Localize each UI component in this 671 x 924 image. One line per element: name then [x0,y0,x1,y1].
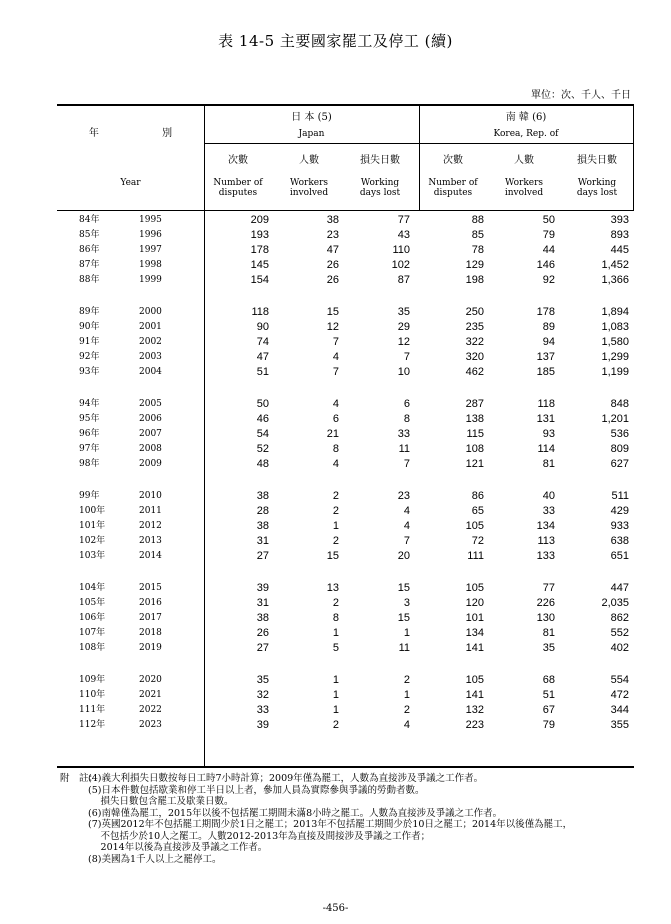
value-cell: 33 [542,505,555,517]
table-row [57,305,634,319]
value-cell: 15 [397,612,410,624]
value-cell: 7 [403,351,410,363]
value-cell: 43 [397,229,410,241]
year-cell: 2020 [139,675,162,685]
year-cell: 2015 [139,583,162,593]
table-top-rule [57,104,634,106]
value-cell: 26 [326,259,339,271]
value-cell: 933 [610,520,629,532]
value-cell: 552 [610,627,629,639]
roc-year-cell: 102年 [79,536,106,546]
table-row [57,442,634,456]
roc-year-cell: 93年 [79,367,100,377]
value-cell: 322 [465,336,484,348]
year-cell: 2016 [139,598,162,608]
value-cell: 393 [610,214,629,226]
table-row [57,611,634,625]
value-cell: 86 [471,490,484,502]
value-cell: 154 [250,274,269,286]
value-cell: 554 [610,674,629,686]
value-cell: 15 [397,582,410,594]
value-cell: 48 [256,458,269,470]
value-cell: 77 [542,582,555,594]
value-cell: 134 [465,627,484,639]
value-cell: 120 [465,597,484,609]
value-cell: 108 [465,443,484,455]
table-row [57,397,634,411]
value-cell: 35 [542,642,555,654]
value-cell: 137 [536,351,555,363]
value-cell: 1 [332,627,339,639]
note-line: (4)義大利損失日數按每日工時7小時計算；2009年僅為罷工，人數為直接涉及爭議之工作者。 [88,773,484,784]
value-cell: 2 [332,535,339,547]
year-cell: 2014 [139,551,162,561]
value-cell: 250 [465,306,484,318]
roc-year-cell: 86年 [79,245,100,255]
year-cell: 2023 [139,720,162,730]
roc-year-cell: 110年 [79,690,106,700]
year-cell: 2017 [139,613,162,623]
value-cell: 72 [471,535,484,547]
value-cell: 39 [256,582,269,594]
value-cell: 5 [332,642,339,654]
value-cell: 4 [403,719,410,731]
year-cell: 2012 [139,521,162,531]
value-cell: 87 [397,274,410,286]
value-cell: 2 [332,597,339,609]
roc-year-cell: 88年 [79,275,100,285]
value-cell: 8 [332,612,339,624]
value-cell: 4 [403,520,410,532]
value-cell: 809 [610,443,629,455]
value-cell: 88 [471,214,484,226]
value-cell: 26 [256,627,269,639]
value-cell: 81 [542,458,555,470]
roc-year-cell: 101年 [79,521,106,531]
value-cell: 1,580 [601,336,629,348]
value-cell: 1,199 [601,366,629,378]
table-row [57,626,634,640]
value-cell: 2 [332,719,339,731]
year-cell: 2019 [139,643,162,653]
table-row [57,243,634,257]
roc-year-cell: 90年 [79,322,100,332]
korea-header-en: Korea, Rep. of [493,129,559,139]
value-cell: 50 [542,214,555,226]
year-cell: 1996 [139,230,162,240]
value-cell: 1,452 [601,259,629,271]
value-cell: 51 [542,689,555,701]
table-row [57,335,634,349]
value-cell: 35 [256,674,269,686]
value-cell: 185 [536,366,555,378]
value-cell: 638 [610,535,629,547]
value-cell: 4 [332,398,339,410]
value-cell: 102 [391,259,410,271]
value-cell: 141 [465,689,484,701]
value-cell: 1 [332,704,339,716]
year-cell: 2007 [139,429,162,439]
year-cell: 1998 [139,260,162,270]
value-cell: 4 [332,458,339,470]
value-cell: 1 [403,627,410,639]
value-cell: 6 [403,398,410,410]
roc-year-cell: 94年 [79,399,100,409]
year-cell: 2022 [139,705,162,715]
roc-year-cell: 104年 [79,583,106,593]
value-cell: 4 [403,505,410,517]
value-cell: 40 [542,490,555,502]
value-cell: 38 [256,520,269,532]
year-cell: 2009 [139,459,162,469]
value-cell: 85 [471,229,484,241]
note-line: (7)英國2012年不包括罷工期間少於1日之罷工；2013年不包括罷工期間少於10日之罷工；2014年以後僅為罷工， [88,819,573,830]
table-bottom-rule [57,766,634,768]
roc-year-cell: 84年 [79,215,100,225]
note-line: (8)美國為1千人以上之罷停工。 [88,853,222,865]
value-cell: 79 [542,719,555,731]
note-line: (6)南韓僅為罷工，2015年以後不包括罷工期間未滿8小時之罷工。人數為直接涉及爭議之工作者。 [88,807,503,819]
header-right-border [633,104,634,210]
table-row [57,273,634,287]
value-cell: 38 [256,490,269,502]
value-cell: 81 [542,627,555,639]
year-header-en: Year [120,178,141,188]
value-cell: 27 [256,642,269,654]
header-bottom-rule [57,210,634,211]
value-cell: 2 [403,674,410,686]
value-cell: 2 [332,505,339,517]
value-cell: 1 [332,674,339,686]
value-cell: 893 [610,229,629,241]
table-row [57,457,634,471]
value-cell: 54 [256,428,269,440]
year-cell: 2003 [139,352,162,362]
value-cell: 320 [465,351,484,363]
value-cell: 178 [250,244,269,256]
value-cell: 287 [465,398,484,410]
roc-year-cell: 95年 [79,414,100,424]
table-row [57,596,634,610]
note-line: 不包括少於10人之罷工。人數2012-2013年為直接及間接涉及爭議之工作者； [88,830,431,842]
roc-year-cell: 100年 [79,506,106,516]
value-cell: 47 [326,244,339,256]
value-cell: 4 [332,351,339,363]
value-cell: 7 [332,366,339,378]
value-cell: 111 [467,550,484,562]
value-cell: 114 [537,443,555,455]
value-cell: 33 [397,428,410,440]
table-row [57,320,634,334]
value-cell: 113 [537,535,555,547]
value-cell: 132 [465,704,484,716]
roc-year-cell: 106年 [79,613,106,623]
table-row [57,641,634,655]
value-cell: 198 [465,274,484,286]
value-cell: 38 [326,214,339,226]
value-cell: 20 [397,550,410,562]
year-cell: 1999 [139,275,162,285]
value-cell: 133 [536,550,555,562]
value-cell: 226 [536,597,555,609]
value-cell: 223 [465,719,484,731]
note-line: 2014年以後為直接涉及爭議之工作者。 [88,842,268,853]
year-cell: 2005 [139,399,162,409]
value-cell: 1 [332,689,339,701]
value-cell: 27 [256,550,269,562]
value-cell: 7 [403,535,410,547]
notes-label: 附 註： [60,773,99,784]
value-cell: 209 [250,214,269,226]
value-cell: 429 [610,505,629,517]
table-row [57,534,634,548]
page-number: -456- [322,903,349,914]
value-cell: 13 [326,582,339,594]
value-cell: 862 [610,612,629,624]
value-cell: 118 [251,306,269,318]
value-cell: 193 [250,229,269,241]
value-cell: 12 [397,336,410,348]
value-cell: 115 [466,428,484,440]
value-cell: 129 [465,259,484,271]
roc-year-cell: 97年 [79,444,100,454]
value-cell: 12 [326,321,339,333]
value-cell: 8 [403,413,410,425]
value-cell: 47 [256,351,269,363]
value-cell: 39 [256,719,269,731]
value-cell: 29 [397,321,410,333]
value-cell: 1,201 [601,413,629,425]
roc-year-cell: 85年 [79,230,100,240]
table-row [57,504,634,518]
roc-year-cell: 91年 [79,337,100,347]
value-cell: 65 [471,505,484,517]
value-cell: 344 [610,704,629,716]
value-cell: 445 [610,244,629,256]
value-cell: 627 [610,458,629,470]
year-cell: 2000 [139,307,162,317]
value-cell: 2 [403,704,410,716]
value-cell: 6 [332,413,339,425]
value-cell: 146 [536,259,555,271]
value-cell: 1,894 [601,306,629,318]
value-cell: 145 [250,259,269,271]
value-cell: 105 [465,674,484,686]
value-cell: 130 [536,612,555,624]
value-cell: 7 [403,458,410,470]
year-cell: 2010 [139,491,162,501]
table-row [57,519,634,533]
value-cell: 38 [256,612,269,624]
value-cell: 94 [542,336,555,348]
value-cell: 131 [536,413,555,425]
japan-header-en: Japan [298,129,325,139]
roc-year-cell: 92年 [79,352,100,362]
table-row [57,489,634,503]
table-row [57,673,634,687]
value-cell: 472 [610,689,629,701]
value-cell: 355 [610,719,629,731]
table-row [57,688,634,702]
page-title: 表 14-5 主要國家罷工及停工 (續) [218,32,453,50]
value-cell: 35 [397,306,410,318]
value-cell: 536 [610,428,629,440]
value-cell: 74 [256,336,269,348]
value-cell: 28 [256,505,269,517]
value-cell: 15 [326,550,339,562]
value-cell: 89 [542,321,555,333]
value-cell: 78 [471,244,484,256]
value-cell: 110 [392,244,410,256]
value-cell: 3 [403,597,410,609]
table-row [57,350,634,364]
korea-header-zh: 南 韓 (6) [505,112,547,123]
roc-year-cell: 89年 [79,307,100,317]
value-cell: 32 [256,689,269,701]
value-cell: 1,299 [601,351,629,363]
value-cell: 77 [397,214,410,226]
roc-year-cell: 109年 [79,675,106,685]
notes-block [88,773,572,865]
year-cell: 2004 [139,367,162,377]
roc-year-cell: 99年 [79,491,100,501]
value-cell: 101 [465,612,484,624]
year-cell: 2011 [139,506,162,516]
roc-year-cell: 105年 [79,598,106,608]
value-cell: 105 [465,520,484,532]
value-cell: 118 [537,398,555,410]
table-row [57,427,634,441]
value-cell: 52 [256,443,269,455]
roc-year-cell: 87年 [79,260,100,270]
table-row [57,213,634,227]
value-cell: 15 [326,306,339,318]
table-row [57,412,634,426]
table-row [57,258,634,272]
value-cell: 1,366 [601,274,629,286]
value-cell: 1 [403,689,410,701]
roc-year-cell: 103年 [79,551,106,561]
value-cell: 93 [542,428,555,440]
table-row [57,718,634,732]
value-cell: 92 [542,274,555,286]
year-cell: 2013 [139,536,162,546]
value-cell: 33 [256,704,269,716]
value-cell: 105 [465,582,484,594]
value-cell: 134 [536,520,555,532]
value-cell: 121 [465,458,484,470]
value-cell: 31 [256,535,269,547]
value-cell: 50 [256,398,269,410]
table-row [57,549,634,563]
value-cell: 235 [465,321,484,333]
value-cell: 141 [465,642,484,654]
value-cell: 1,083 [601,321,629,333]
roc-year-cell: 107年 [79,628,106,638]
year-cell: 1997 [139,245,162,255]
value-cell: 79 [542,229,555,241]
roc-year-cell: 96年 [79,429,100,439]
year-cell: 2002 [139,337,162,347]
value-cell: 11 [398,443,410,455]
roc-year-cell: 111年 [79,705,106,715]
table-row [57,581,634,595]
value-cell: 511 [611,490,629,502]
note-line: (5)日本件數包括歇業和停工半日以上者，參加人員為實際參與爭議的勞動者數。 [88,784,425,796]
value-cell: 11 [398,642,410,654]
value-cell: 178 [536,306,555,318]
year-cell: 2018 [139,628,162,638]
value-cell: 10 [397,366,410,378]
table-row [57,365,634,379]
value-cell: 21 [326,428,339,440]
value-cell: 651 [610,550,629,562]
value-cell: 402 [610,642,629,654]
value-cell: 2 [332,490,339,502]
year-cell: 1995 [139,215,162,225]
value-cell: 1 [332,520,339,532]
value-cell: 2,035 [601,597,629,609]
year-cell: 2006 [139,414,162,424]
value-cell: 51 [256,366,269,378]
value-cell: 138 [465,413,484,425]
value-cell: 31 [256,597,269,609]
roc-year-cell: 112年 [79,720,106,730]
roc-year-cell: 108年 [79,643,106,653]
value-cell: 26 [326,274,339,286]
table-row [57,228,634,242]
note-line: 損失日數包含罷工及歇業日數。 [88,796,234,807]
year-cell: 2008 [139,444,162,454]
value-cell: 90 [256,321,269,333]
year-cell: 2001 [139,322,162,332]
roc-year-cell: 98年 [79,459,100,469]
value-cell: 848 [610,398,629,410]
value-cell: 68 [542,674,555,686]
unit-label: 單位：次、千人、千日 [531,90,631,101]
value-cell: 462 [465,366,484,378]
value-cell: 46 [256,413,269,425]
value-cell: 23 [397,490,410,502]
value-cell: 44 [542,244,555,256]
value-cell: 8 [332,443,339,455]
year-header-zh: 年 別 [88,128,203,139]
year-cell: 2021 [139,690,162,700]
value-cell: 447 [610,582,629,594]
value-cell: 7 [332,336,339,348]
japan-header-zh: 日 本 (5) [291,112,332,123]
value-cell: 67 [542,704,555,716]
table-row [57,703,634,717]
value-cell: 23 [326,229,339,241]
